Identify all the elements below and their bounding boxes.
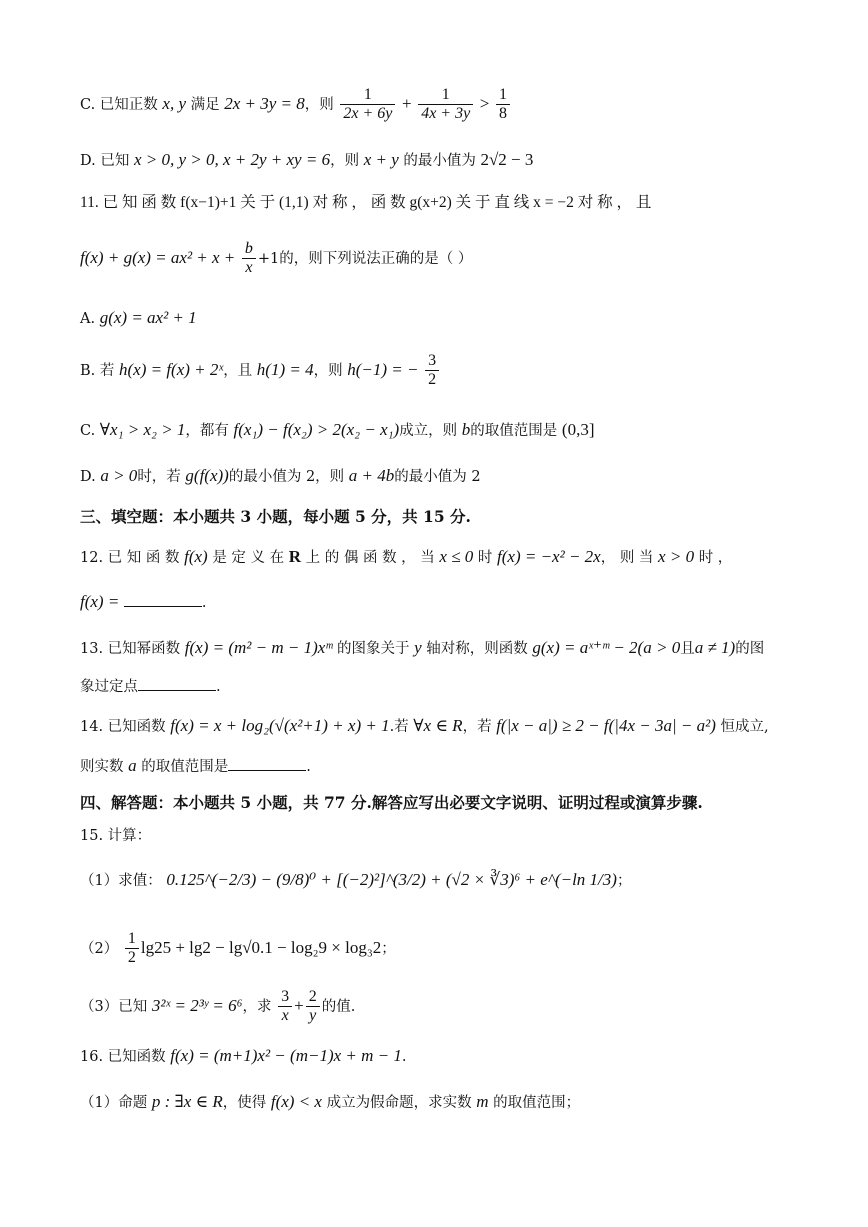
option-11c: C. ∀x₁ > x₂ > 1，都有 f(x₁) − f(x₂) > 2(x₂ − x₁)成立，则 b的取值范围是 (0,3] <box>80 420 595 439</box>
question-12: 12. 已 知 函 数 f(x) 是 定 义 在 R 上 的 偶 函 数 ， 当 x ≤ 0 时 f(x) = −x² − 2x， 则 当 x > 0 时 ， <box>80 547 733 566</box>
question-15-part1: （1）求值： 0.125^(−2/3) − (9/8)⁰ + [(−2)²]^(3/2) + (√2 × ∛3)⁶ + e^(−ln 1/3)； <box>80 870 632 889</box>
question-15-title: 15. 计算： <box>80 828 152 844</box>
answer-blank <box>138 676 216 691</box>
question-11-stem: 11. 已 知 函 数 f(x−1)+1 关 于 (1,1) 对 称 ， 函 数 g(x+2) 关 于 直 线 x = −2 对 称 ， 且 <box>80 194 652 211</box>
question-15-part3: （3）已知 3²ˣ = 2³ʸ = 6⁶，求 $\frac{3}{x}$ + $\frac{2}{y}$ 的值. <box>80 988 356 1025</box>
question-13-line2: 象过定点 . <box>80 676 798 697</box>
option-10c: C. 已知正数 x, y 满足 2x + 3y = 8，则 $\frac{1}{2x + 6y}$ + $\frac{1}{4x + 3y}$ > $\frac{1}{8}$ <box>80 86 798 124</box>
option-11d: D. a > 0时，若 g(f(x))的最小值为 2，则 a + 4b的最小值为 2 <box>80 466 481 485</box>
question-16: 16. 已知函数 f(x) = (m+1)x² − (m−1)x + m − 1. <box>80 1046 407 1065</box>
question-13: 13. 已知幂函数 f(x) = (m² − m − 1)xᵐ 的图象关于 y 轴对称，则函数 g(x) = aˣ⁺ᵐ − 2(a > 0且a ≠ 1)的图 <box>80 638 765 657</box>
question-11-stem-2: f(x) + g(x) = ax² + x + $\frac{b}{x}$ +1的，则下列说法正确的是（ ） <box>80 240 473 277</box>
question-14-line2: 则实数 a 的取值范围是 . <box>80 756 311 775</box>
answer-blank <box>124 592 202 607</box>
section-heading-solutions: 四、解答题：本小题共 5 小题，共 77 分.解答应写出必要文字说明、证明过程或演算步骤. <box>80 793 703 812</box>
fraction: $\frac{1}{8}$ <box>496 86 510 124</box>
fraction: $\frac{2}{y}$ <box>306 988 320 1026</box>
answer-blank <box>228 756 306 771</box>
fraction: $\frac{1}{4x + 3y}$ <box>418 86 473 124</box>
option-10d: D. 已知 x > 0, y > 0, x + 2y + xy = 6，则 x + y 的最小值为 2√2 − 3 <box>80 150 534 169</box>
question-12-line2: f(x) = . <box>80 592 207 611</box>
question-14: 14. 已知函数 f(x) = x + log₂(√(x²+1) + x) + 1.若 ∀x ∈ R，若 f(|x − a|) ≥ 2 − f(|4x − 3a| − a²) 恒成立, <box>80 716 769 735</box>
fraction-half: $\frac{1}{2}$ <box>125 930 139 968</box>
section-heading-fill-in: 三、填空题：本小题共 3 小题，每小题 5 分，共 15 分. <box>80 507 471 526</box>
fraction: $\frac{1}{2x + 6y}$ <box>340 86 395 124</box>
fraction: $\frac{3}{x}$ <box>278 988 292 1026</box>
option-11b: B. 若 h(x) = f(x) + 2ˣ，且 h(1) = 4，则 h(−1) = − $\frac{3}{2}$ <box>80 352 798 390</box>
option-11a: A. g(x) = ax² + 1 <box>80 308 197 327</box>
question-16-part1: （1）命题 p : ∃x ∈ R，使得 f(x) < x 成立为假命题，求实数 m 的取值范围； <box>80 1092 581 1111</box>
fraction: $\frac{b}{x}$ <box>242 240 256 278</box>
question-15-part2: （2） $\frac{1}{2}$ lg25 + lg2 − lg√0.1 − log₂9 × log₃2； <box>80 930 396 967</box>
fraction: $\frac{3}{2}$ <box>425 352 439 390</box>
